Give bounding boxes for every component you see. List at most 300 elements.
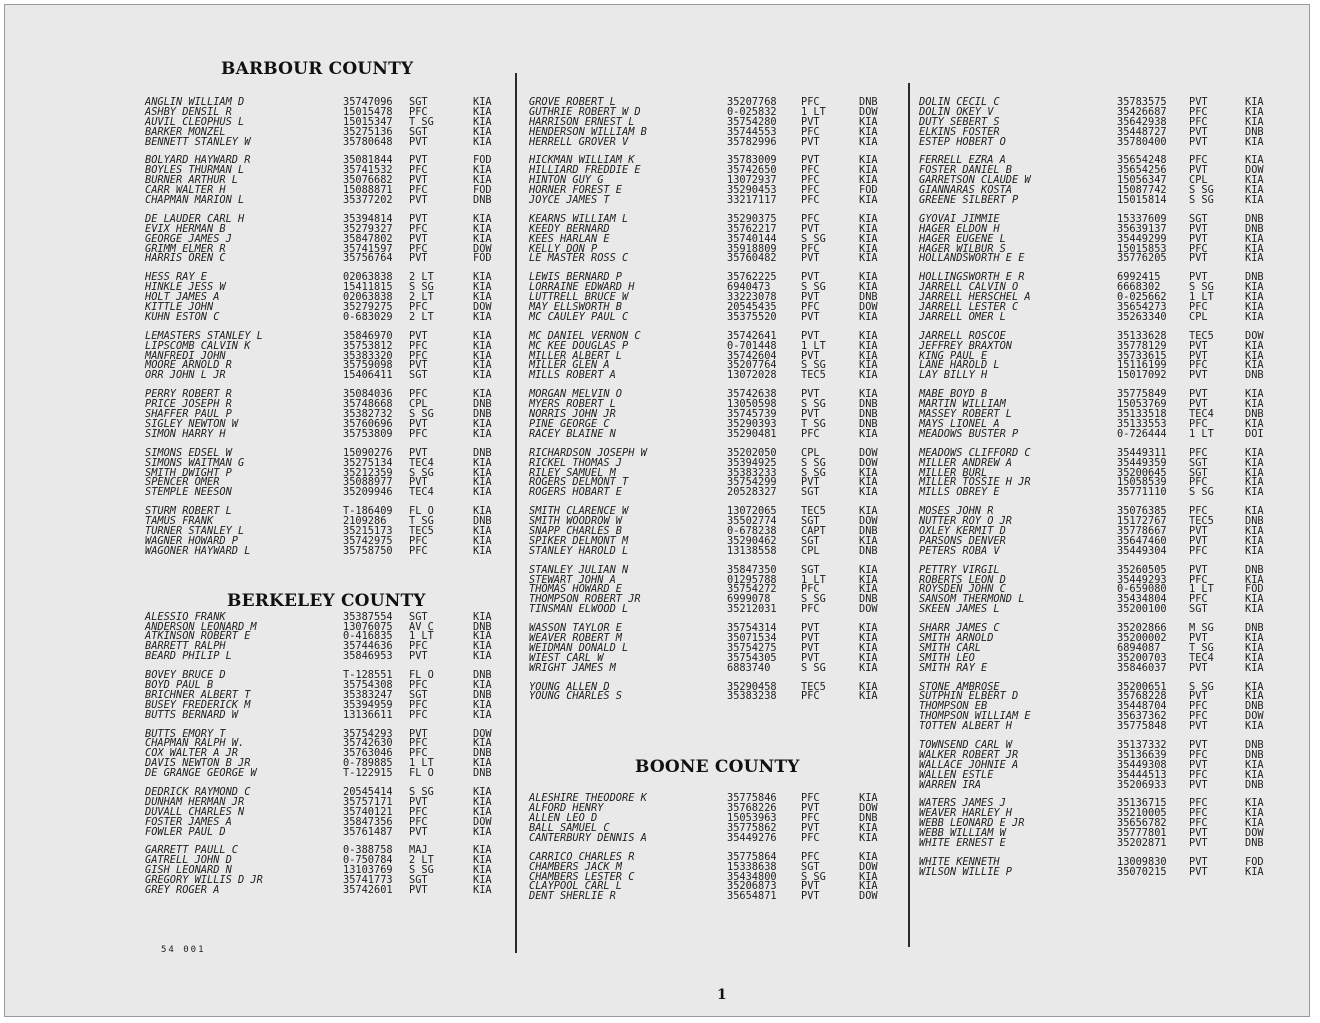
status: KIA — [473, 874, 492, 887]
status: KIA — [1245, 339, 1264, 352]
rank: S SG — [801, 398, 826, 411]
service-number: 35775862 — [727, 821, 777, 834]
rank: PVT — [801, 880, 820, 893]
service-number: 35137332 — [1117, 738, 1167, 751]
soldier-name: SNAPP CHARLES B — [529, 524, 622, 537]
service-number: 20545414 — [343, 785, 393, 798]
rank: PVT — [409, 727, 428, 740]
soldier-name: WEIDMAN DONALD L — [529, 641, 629, 654]
soldier-name: TINSMAN ELWOOD L — [529, 603, 629, 616]
service-number: 15015478 — [343, 105, 393, 118]
status: KIA — [859, 680, 878, 693]
scanned-page — [4, 4, 1310, 1017]
status: KIA — [1245, 524, 1264, 537]
service-number: 13072065 — [727, 505, 777, 518]
soldier-name: HORNER FOREST E — [529, 184, 622, 197]
service-number: 35200703 — [1117, 651, 1167, 664]
rank: PFC — [409, 242, 428, 255]
rank: PFC — [1189, 242, 1208, 255]
service-number: 35212359 — [343, 466, 393, 479]
service-number: 35088977 — [343, 476, 393, 489]
soldier-name: STEMPLE NEESON — [145, 486, 232, 499]
rank: PFC — [1189, 768, 1208, 781]
service-number: 15053963 — [727, 812, 777, 825]
service-number: 0-683029 — [343, 310, 393, 323]
soldier-name: SMITH LEO — [919, 651, 975, 664]
status: KIA — [859, 271, 878, 284]
status: KIA — [473, 640, 492, 653]
soldier-name: PARSONS DENVER — [919, 534, 1006, 547]
status: KIA — [859, 870, 878, 883]
rank: PVT — [409, 650, 428, 663]
status: KIA — [473, 271, 492, 284]
roster-row — [919, 195, 1284, 205]
soldier-name: HICKMAN WILLIAM K — [529, 154, 635, 167]
rank: S SG — [409, 466, 434, 479]
rank: 1 LT — [1189, 583, 1214, 596]
status: KIA — [1245, 194, 1264, 207]
rank: PFC — [1189, 105, 1208, 118]
status: FOD — [473, 184, 492, 197]
roster-group — [145, 97, 507, 146]
status: KIA — [1245, 768, 1264, 781]
soldier-name: WEBB WILLIAM W — [919, 827, 1006, 840]
service-number: 35200651 — [1117, 680, 1167, 693]
status: DNB — [1245, 837, 1264, 849]
rank: PVT — [1189, 661, 1208, 674]
soldier-name: KEEDY BERNARD — [529, 222, 610, 235]
service-number: 20545435 — [727, 301, 777, 314]
service-number: 35747096 — [343, 96, 393, 108]
soldier-name: GREY ROGER A — [145, 884, 220, 896]
status: KIA — [859, 880, 878, 893]
status: KIA — [1245, 573, 1264, 586]
status: KIA — [1245, 680, 1264, 693]
status: KIA — [1245, 242, 1264, 255]
service-number: 35780648 — [343, 135, 393, 148]
service-number: 01295788 — [727, 573, 777, 586]
status: KIA — [473, 369, 492, 382]
service-number: 35383320 — [343, 349, 393, 362]
soldier-name: EVIX HERMAN B — [145, 222, 226, 235]
service-number: 35762217 — [727, 222, 777, 235]
roster-row — [919, 604, 1284, 614]
status: KIA — [859, 831, 878, 844]
service-number: 0-388758 — [343, 844, 393, 857]
service-number: 35775848 — [1117, 720, 1167, 733]
soldier-name: ROGERS DELMONT T — [529, 476, 629, 489]
status: KIA — [473, 222, 492, 235]
status: KIA — [859, 850, 878, 863]
soldier-name: BOVEY BRUCE D — [145, 669, 226, 682]
soldier-name: ANGLIN WILLIAM D — [145, 96, 245, 108]
roster-row — [919, 867, 1284, 877]
status: KIA — [1245, 398, 1264, 411]
status: DOW — [859, 301, 878, 314]
soldier-name: THOMPSON EB — [919, 700, 988, 713]
rank: PVT — [1189, 631, 1208, 644]
status: KIA — [859, 339, 878, 352]
rank: PFC — [801, 603, 820, 616]
status: KIA — [1245, 359, 1264, 372]
rank: TEC4 — [409, 486, 434, 499]
status: DOW — [1245, 329, 1264, 342]
rank: PFC — [801, 812, 820, 825]
rank: 2 LT — [409, 291, 434, 304]
soldier-name: YOUNG ALLEN D — [529, 680, 610, 693]
status: KIA — [859, 194, 878, 207]
roster-row — [145, 370, 507, 380]
service-number: 35136639 — [1117, 748, 1167, 761]
status: KIA — [1245, 291, 1264, 304]
soldier-name: PERRY ROBERT R — [145, 388, 232, 401]
status: KIA — [859, 369, 878, 382]
rank: PVT — [1189, 563, 1208, 576]
status: KIA — [859, 174, 878, 187]
service-number: 0-789885 — [343, 757, 393, 770]
rank: PFC — [801, 690, 820, 703]
service-number: 35740144 — [727, 232, 777, 245]
service-number: 35642938 — [1117, 115, 1167, 128]
status: KIA — [859, 359, 878, 372]
soldier-name: TAMUS FRANK — [145, 515, 214, 528]
soldier-name: SMITH RAY E — [919, 661, 988, 674]
service-number: 35775849 — [1117, 388, 1167, 401]
roster-group — [919, 857, 1284, 877]
rank: PVT — [1189, 855, 1208, 868]
soldier-name: DUVALL CHARLES N — [145, 805, 245, 818]
status: KIA — [859, 821, 878, 834]
rank: PFC — [1189, 807, 1208, 820]
status: KIA — [1245, 720, 1264, 733]
soldier-name: PETERS ROBA V — [919, 544, 1000, 557]
soldier-name: WILSON WILLIE P — [919, 865, 1012, 878]
rank: PFC — [409, 698, 428, 711]
status: KIA — [859, 573, 878, 586]
roster-group — [919, 331, 1284, 380]
rank: PFC — [801, 96, 820, 108]
rank: PFC — [1189, 115, 1208, 128]
service-number: 15053769 — [1117, 398, 1167, 411]
service-number: 35394925 — [727, 456, 777, 469]
soldier-name: ALESSIO FRANK — [145, 610, 226, 623]
soldier-name: SIGLEY NEWTON W — [145, 417, 238, 430]
soldier-name: FERRELL EZRA A — [919, 154, 1006, 167]
service-number: 35846970 — [343, 329, 393, 342]
soldier-name: LEWIS BERNARD P — [529, 271, 622, 284]
status: KIA — [1245, 105, 1264, 118]
rank: PFC — [409, 678, 428, 691]
soldier-name: DE GRANGE GEORGE W — [145, 767, 257, 780]
status: KIA — [859, 349, 878, 362]
roster-row — [529, 891, 904, 901]
status: DNB — [1245, 778, 1264, 791]
rank: PVT — [409, 417, 428, 430]
status: KIA — [473, 610, 492, 623]
roster-group — [145, 214, 507, 263]
service-number: 35449276 — [727, 831, 777, 844]
status: KIA — [859, 212, 878, 225]
service-number: 35206873 — [727, 880, 777, 893]
soldier-name: CARR WALTER H — [145, 184, 226, 197]
soldier-name: HERRELL GROVER V — [529, 135, 629, 148]
status: KIA — [473, 281, 492, 294]
rank: SGT — [801, 515, 820, 528]
rank: PVT — [1189, 837, 1208, 849]
rank: PFC — [409, 815, 428, 828]
status: KIA — [1245, 865, 1264, 878]
rank: PVT — [409, 174, 428, 187]
soldier-name: OXLEY KERMIT D — [919, 524, 1006, 537]
service-number: 35778667 — [1117, 524, 1167, 537]
soldier-name: HILLIARD FREDDIE E — [529, 164, 641, 177]
service-number: 13138558 — [727, 544, 777, 557]
status: KIA — [1245, 505, 1264, 518]
soldier-name: MILLER ALBERT L — [529, 349, 622, 362]
roster-row — [529, 546, 904, 556]
status: KIA — [1245, 232, 1264, 245]
status: KIA — [859, 242, 878, 255]
status: KIA — [859, 427, 878, 440]
soldier-name: SMITH CARL — [919, 641, 981, 654]
rank: PVT — [801, 802, 820, 815]
soldier-name: JARRELL CALVIN O — [919, 281, 1019, 294]
status: KIA — [473, 339, 492, 352]
rank: PFC — [801, 212, 820, 225]
soldier-name: CHAMBERS JACK M — [529, 860, 622, 873]
rank: S SG — [801, 466, 826, 479]
status: KIA — [1245, 310, 1264, 323]
rank: PFC — [801, 242, 820, 255]
soldier-name: DOLIN OKEY V — [919, 105, 994, 118]
service-number: 35782996 — [727, 135, 777, 148]
soldier-name: NUTTER ROY O JR — [919, 515, 1012, 528]
rank: PFC — [1189, 573, 1208, 586]
soldier-name: TURNER STANLEY L — [145, 524, 245, 537]
roster-group — [529, 506, 904, 555]
rank: CPL — [1189, 174, 1208, 187]
rank: M SG — [1189, 622, 1214, 635]
rank: PVT — [1189, 865, 1208, 878]
soldier-name: ALESHIRE THEODORE K — [529, 792, 647, 805]
status: DNB — [859, 398, 878, 411]
status: KIA — [859, 622, 878, 635]
service-number: 35383238 — [727, 690, 777, 703]
soldier-name: ALFORD HENRY — [529, 802, 604, 815]
soldier-name: ELKINS FOSTER — [919, 125, 1000, 138]
service-number: 2109286 — [343, 515, 387, 528]
service-number: 35639137 — [1117, 222, 1167, 235]
roster-group — [145, 670, 507, 719]
rank: PFC — [1189, 700, 1208, 713]
service-number: 35741597 — [343, 242, 393, 255]
rank: PFC — [1189, 505, 1208, 518]
service-number: 0-726444 — [1117, 427, 1167, 440]
rank: PFC — [409, 164, 428, 177]
soldier-name: GROVE ROBERT L — [529, 96, 616, 108]
rank: PFC — [1189, 359, 1208, 372]
rank: S SG — [409, 864, 434, 877]
rank: PFC — [801, 831, 820, 844]
status: KIA — [473, 164, 492, 177]
status: DNB — [1245, 271, 1264, 284]
soldier-name: THOMPSON ROBERT JR — [529, 593, 641, 606]
roster-row — [919, 312, 1284, 322]
soldier-name: BOYLES THURMAN L — [145, 164, 245, 177]
roster-row — [529, 137, 904, 147]
rank: PFC — [801, 792, 820, 805]
soldier-name: COX WALTER A JR — [145, 747, 238, 760]
service-number: 15087742 — [1117, 184, 1167, 197]
service-number: 35207768 — [727, 96, 777, 108]
soldier-name: HARRIS OREN C — [145, 252, 226, 265]
status: KIA — [473, 115, 492, 128]
soldier-name: MARTIN WILLIAM — [919, 398, 1006, 411]
rank: CPL — [801, 544, 820, 557]
rank: SGT — [409, 688, 428, 701]
soldier-name: RICKEL THOMAS J — [529, 456, 622, 469]
status: KIA — [859, 164, 878, 177]
roster-row — [145, 546, 507, 556]
status: KIA — [1245, 456, 1264, 469]
service-number: 35133628 — [1117, 329, 1167, 342]
rank: PVT — [1189, 222, 1208, 235]
rank: PFC — [409, 388, 428, 401]
status: DNB — [1245, 125, 1264, 138]
soldier-name: GATRELL JOHN D — [145, 854, 232, 867]
soldier-name: WAGONER HAYWARD L — [145, 544, 251, 557]
soldier-name: GARRETT PAULL C — [145, 844, 238, 857]
status: DOW — [859, 603, 878, 616]
service-number: 35084036 — [343, 388, 393, 401]
rank: PFC — [409, 301, 428, 314]
service-number: 33217117 — [727, 194, 777, 207]
service-number: 35758750 — [343, 544, 393, 557]
soldier-name: WHITE KENNETH — [919, 855, 1000, 868]
status: KIA — [1245, 593, 1264, 606]
rank: TEC4 — [1189, 408, 1214, 421]
rank: 1 LT — [801, 339, 826, 352]
roster-row — [529, 487, 904, 497]
rank: PVT — [801, 408, 820, 421]
rank: PVT — [801, 388, 820, 401]
rank: PVT — [1189, 524, 1208, 537]
status: KIA — [859, 329, 878, 342]
soldier-name: ATKINSON ROBERT E — [145, 630, 251, 643]
soldier-name: ANDERSON LEONARD M — [145, 620, 257, 633]
status: DNB — [1245, 212, 1264, 225]
roster-row — [145, 312, 507, 322]
status: DNB — [859, 812, 878, 825]
soldier-name: BUTTS EMORY T — [145, 727, 226, 740]
status: KIA — [1245, 281, 1264, 294]
soldier-name: MABE BOYD B — [919, 388, 988, 401]
service-number: 35290458 — [727, 680, 777, 693]
soldier-name: BOYD PAUL B — [145, 678, 214, 691]
roster-row — [529, 604, 904, 614]
soldier-name: MILLS OBREY E — [919, 486, 1000, 499]
status: KIA — [473, 650, 492, 663]
rank: PFC — [801, 850, 820, 863]
rank: FL O — [409, 505, 434, 518]
status: KIA — [473, 310, 492, 323]
service-number: 35740121 — [343, 805, 393, 818]
soldier-name: WALKER ROBERT JR — [919, 748, 1019, 761]
service-number: 02063838 — [343, 271, 393, 284]
soldier-name: HOLT JAMES A — [145, 291, 220, 304]
rank: PFC — [409, 737, 428, 750]
soldier-name: KING PAUL E — [919, 349, 988, 362]
soldier-name: MYERS ROBERT L — [529, 398, 616, 411]
service-number: 15056347 — [1117, 174, 1167, 187]
rank: S SG — [409, 281, 434, 294]
roster-group — [919, 798, 1284, 847]
service-number: 35200645 — [1117, 466, 1167, 479]
status: KIA — [473, 427, 492, 440]
service-number: 35742638 — [727, 388, 777, 401]
roster-group — [145, 845, 507, 894]
service-number: 35742641 — [727, 329, 777, 342]
soldier-name: ORR JOHN L JR — [145, 369, 226, 382]
service-number: 13103769 — [343, 864, 393, 877]
roster-group — [529, 97, 904, 146]
rank: PVT — [409, 359, 428, 372]
roster-row — [919, 253, 1284, 263]
status: KIA — [1245, 797, 1264, 810]
soldier-name: MILLER BURL — [919, 466, 988, 479]
soldier-name: GARRETSON CLAUDE W — [919, 174, 1031, 187]
rank: PVT — [1189, 271, 1208, 284]
status: DOW — [1245, 827, 1264, 840]
roster-row — [529, 663, 904, 673]
service-number: 35748668 — [343, 398, 393, 411]
service-number: 35290375 — [727, 212, 777, 225]
rank: S SG — [1189, 680, 1214, 693]
roster-group — [145, 272, 507, 321]
service-number: 13050598 — [727, 398, 777, 411]
soldier-name: MC KEE DOUGLAS P — [529, 339, 629, 352]
rank: PVT — [409, 212, 428, 225]
rank: PVT — [409, 795, 428, 808]
status: DNB — [1245, 222, 1264, 235]
service-number: 35375520 — [727, 310, 777, 323]
roster-group — [145, 154, 507, 207]
roster-row — [529, 429, 904, 439]
rank: PVT — [801, 222, 820, 235]
column-2 — [529, 97, 904, 901]
berkeley-county-heading: BERKELEY COUNTY — [227, 591, 426, 611]
soldier-name: FOSTER JAMES A — [145, 815, 232, 828]
rank: PVT — [409, 476, 428, 489]
service-number: 35754305 — [727, 651, 777, 664]
rank: PFC — [409, 222, 428, 235]
soldier-name: NORRIS JOHN JR — [529, 408, 616, 421]
status: KIA — [1245, 758, 1264, 771]
rank: S SG — [801, 456, 826, 469]
status: DNB — [859, 593, 878, 606]
rank: PVT — [801, 271, 820, 284]
boone-county-heading: BOONE COUNTY — [635, 757, 800, 777]
status: DOW — [859, 105, 878, 118]
soldier-name: STURM ROBERT L — [145, 505, 232, 518]
rank: T SG — [1189, 641, 1214, 654]
status: DOW — [859, 890, 878, 903]
service-number: 13136611 — [343, 708, 393, 721]
service-number: 35761487 — [343, 825, 393, 838]
rank: PFC — [409, 105, 428, 118]
status: KIA — [1245, 388, 1264, 401]
roster-group — [529, 852, 904, 901]
